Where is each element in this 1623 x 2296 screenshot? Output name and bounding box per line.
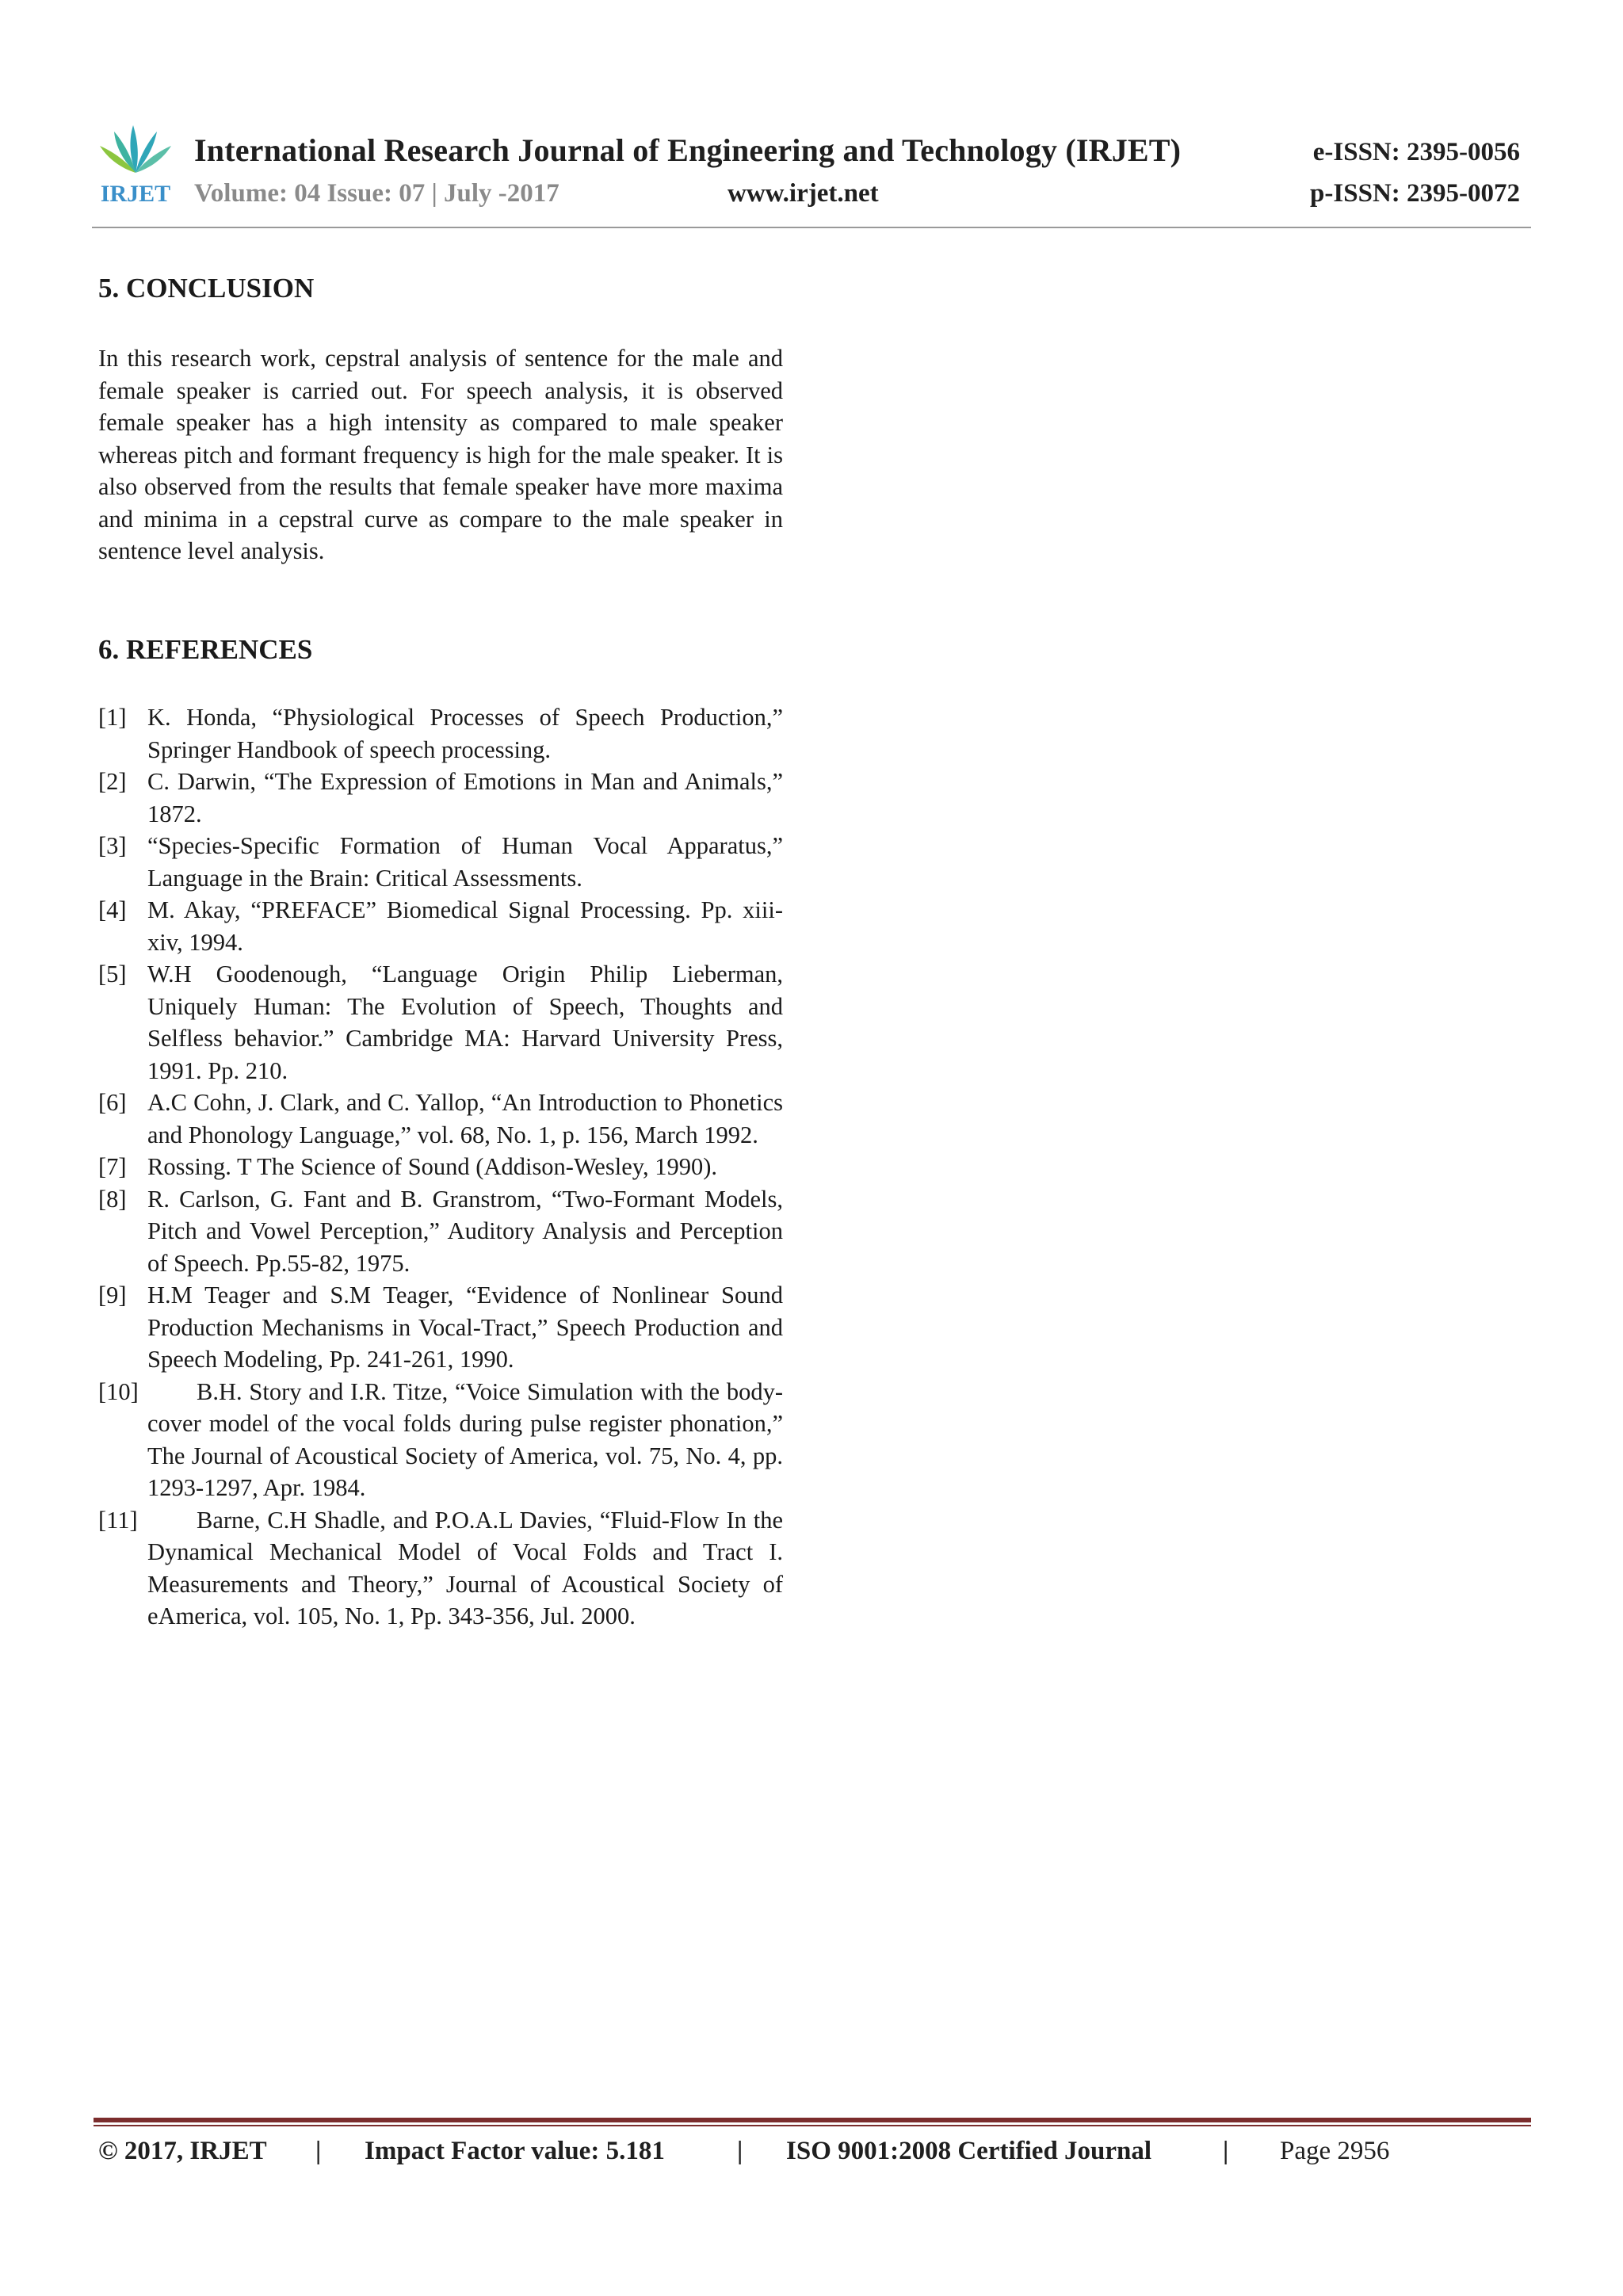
reference-text: W.H Goodenough, “Language Origin Philip Lieberman, Uniquely Human: The Evolution of Speech, Thoughts and Selfless behavior.” Cambridge MA: Harvard University Press, 1991. Pp. 210. [147,961,783,1084]
reference-text: Barne, C.H Shadle, and P.O.A.L Davies, “Fluid-Flow In the Dynamical Mechanical Model of Vocal Folds and Tract I. Measurements and Theory,” Journal of Acoustical Society of eAmerica, vol. 105, No. 1, Pp. 343-356, Jul. 2000. [147,1506,783,1629]
journal-title: International Research Journal of Engineering and Technology (IRJET) [194,132,1182,168]
reference-item [98,830,783,894]
reference-number: [5] [98,961,127,988]
reference-text: K. Honda, “Physiological Processes of Speech Production,” Springer Handbook of speech processing. [147,704,783,763]
footer-copyright: © 2017, IRJET [98,2137,267,2165]
reference-text: H.M Teager and S.M Teager, “Evidence of Nonlinear Sound Production Mechanisms in Vocal-Tract,” Speech Production and Speech Modeling, Pp. 241-261, 1990. [147,1282,783,1373]
reference-number: [8] [98,1185,127,1213]
reference-number: [1] [98,704,127,731]
conclusion-paragraph: In this research work, cepstral analysis of sentence for the male and female speaker is carried out. For speech analysis, it is observed female speaker has a high intensity as compared to male speaker whereas pitch and formant frequency is high for the male speaker. It is also observed from the results that female speaker have more maxima and minima in a cepstral curve as compare to the male speaker in sentence level analysis. [98,345,783,564]
reference-item [98,1504,783,1633]
reference-number: [11] [98,1506,138,1534]
reference-text: A.C Cohn, J. Clark, and C. Yallop, “An Introduction to Phonetics and Phonology Language,” vol. 68, No. 1, p. 156, March 1992. [147,1089,783,1148]
reference-number: [6] [98,1089,127,1116]
reference-item [98,701,783,766]
journal-website-link[interactable]: www.irjet.net [727,179,879,208]
reference-text: B.H. Story and I.R. Titze, “Voice Simulation with the body-cover model of the vocal folds during pulse register phonation,” The Journal of Acoustical Society of America, vol. 75, No. 4, pp. 1293-1297, Apr. 1984. [147,1377,783,1501]
reference-item [98,1376,783,1504]
references-heading: 6. REFERENCES [98,634,313,665]
reference-item [98,1151,783,1183]
reference-item [98,1183,783,1280]
footer-page-number: Page 2956 [1280,2137,1390,2165]
footer-divider-thick [94,2118,1531,2122]
reference-number: [7] [98,1153,127,1180]
p-issn: p-ISSN: 2395-0072 [1310,179,1520,208]
footer-separator: | [1223,2137,1229,2165]
reference-item [98,1087,783,1151]
reference-item [98,894,783,958]
e-issn: e-ISSN: 2395-0056 [1312,138,1520,166]
reference-number: [10] [98,1377,139,1405]
footer-impact-factor: Impact Factor value: 5.181 [365,2137,665,2165]
footer-separator: | [315,2137,322,2165]
reference-number: [4] [98,896,127,923]
footer-separator: | [737,2137,743,2165]
reference-number: [3] [98,832,127,859]
references-list [98,701,783,1633]
reference-text: M. Akay, “PREFACE” Biomedical Signal Processing. Pp. xiii-xiv, 1994. [147,896,783,956]
conclusion-heading: 5. CONCLUSION [98,273,315,304]
reference-item [98,766,783,830]
logo-text: IRJET [100,181,171,207]
footer-divider-thin [94,2125,1531,2126]
reference-number: [2] [98,768,127,795]
footer-iso-certification: ISO 9001:2008 Certified Journal [786,2137,1152,2165]
header-divider [92,227,1531,228]
reference-text: “Species-Specific Formation of Human Vocal Apparatus,” Language in the Brain: Critical Assessments. [147,832,783,892]
reference-item [98,1279,783,1376]
reference-item [98,958,783,1087]
reference-number: [9] [98,1282,127,1308]
logo-leaves-icon [100,125,171,173]
reference-text: C. Darwin, “The Expression of Emotions in Man and Animals,” 1872. [147,768,783,827]
irjet-logo [92,117,179,212]
volume-info: Volume: 04 Issue: 07 | July -2017 [194,179,559,208]
reference-text: R. Carlson, G. Fant and B. Granstrom, “Two-Formant Models, Pitch and Vowel Perception,” Auditory Analysis and Perception of Speech. Pp.55-82, 1975. [147,1185,783,1277]
reference-text: Rossing. T The Science of Sound (Addison-Wesley, 1990). [147,1153,718,1180]
